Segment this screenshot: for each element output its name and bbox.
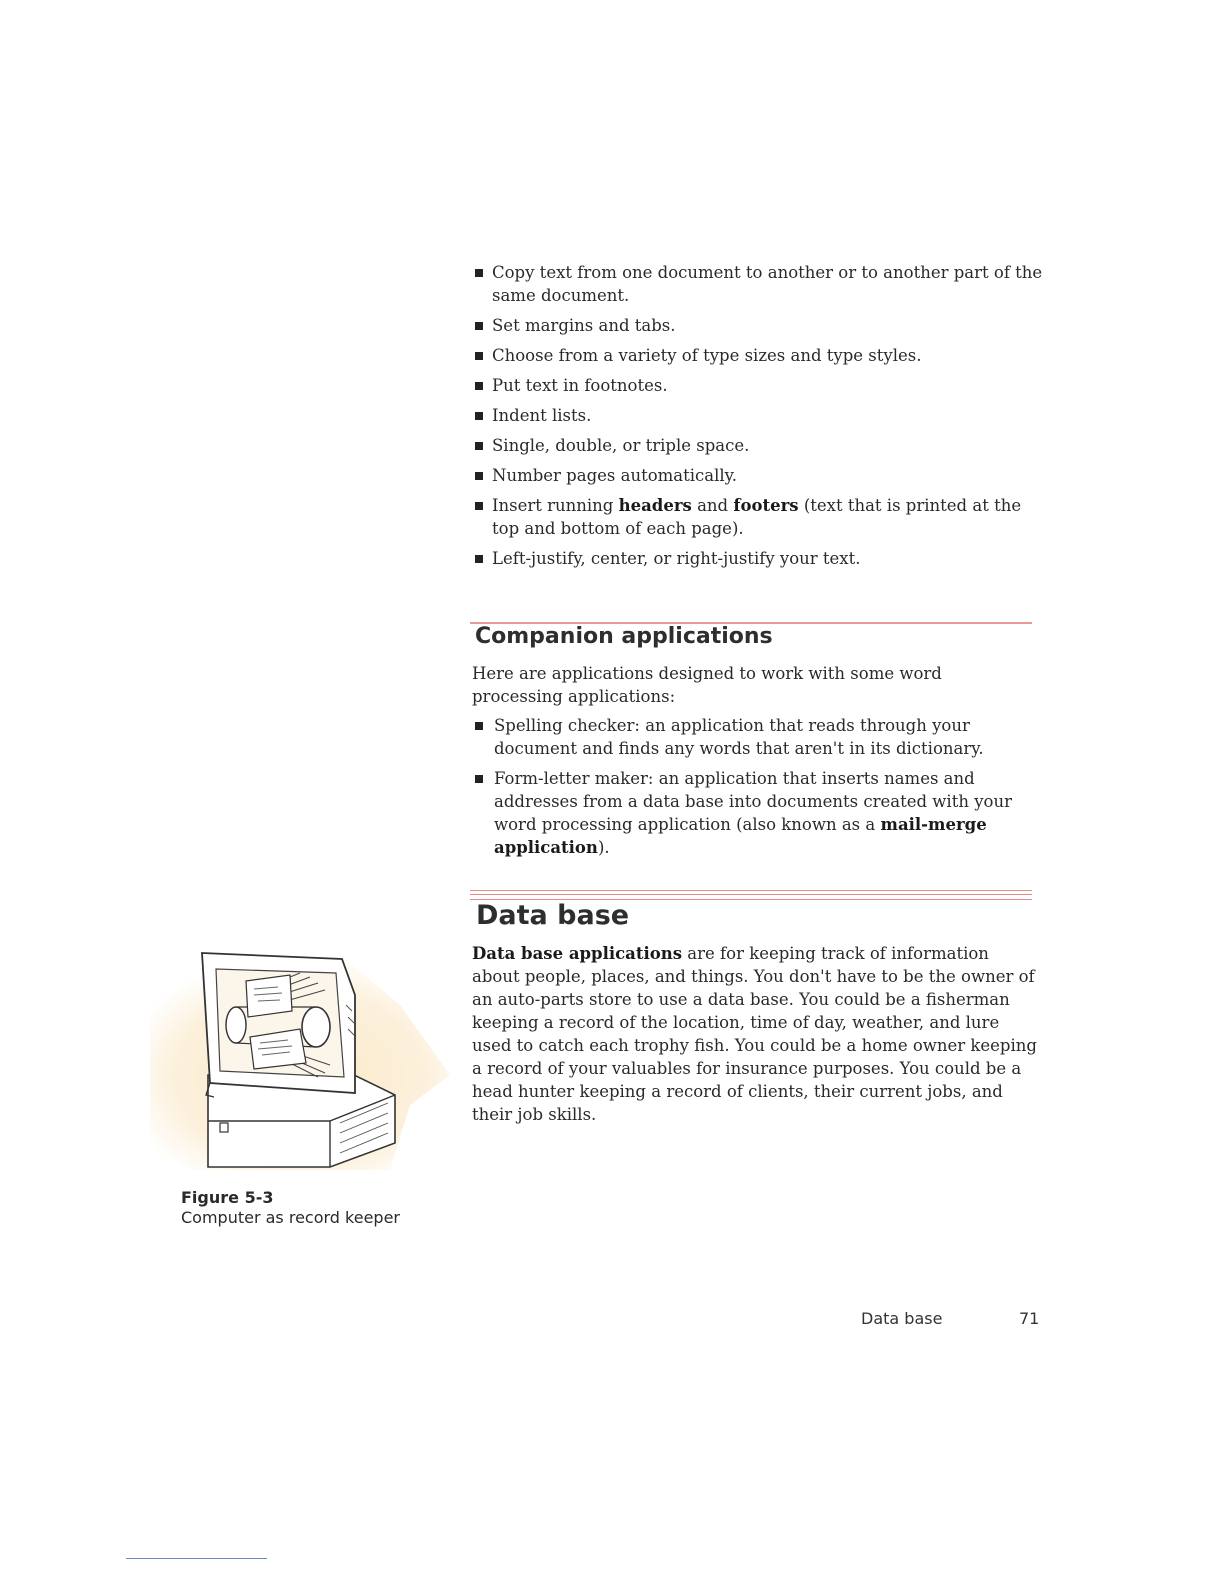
companion-list — [472, 714, 1037, 859]
list-item: Choose from a variety of type sizes and type styles. — [472, 344, 1047, 367]
list-item: Form-letter maker: an application that inserts names and addresses from a data base into documents created with your word processing application (also known as a mail-merge application). — [472, 767, 1037, 859]
section-double-rule — [470, 890, 1032, 900]
scan-edge-line — [126, 1558, 267, 1559]
figure-caption-text: Computer as record keeper — [181, 1208, 401, 1227]
companion-intro: Here are applications designed to work with some word processing applications: — [472, 664, 942, 706]
list-item: Insert running headers and footers (text that is printed at the top and bottom of each page). — [472, 494, 1047, 540]
list-item: Left-justify, center, or right-justify your text. — [472, 547, 1047, 570]
page-number: 71 — [1019, 1309, 1040, 1328]
feature-list-section — [472, 261, 1047, 577]
list-item: Indent lists. — [472, 404, 1047, 427]
footer-section-title: Data base — [861, 1309, 943, 1328]
term-headers: headers — [618, 496, 692, 515]
term-footers: footers — [733, 496, 799, 515]
section-heading-companion: Companion applications — [475, 624, 773, 649]
term-mail-merge: mail-merge application — [494, 815, 987, 857]
computer-rolodex-illustration — [150, 945, 450, 1175]
computer-illustration-icon — [150, 945, 450, 1175]
term-database-applications: Data base applications — [472, 944, 683, 963]
list-item: Copy text from one document to another or to another part of the same document. — [472, 261, 1047, 307]
figure-caption — [181, 1188, 400, 1228]
list-item: Single, double, or triple space. — [472, 434, 1047, 457]
companion-section — [472, 662, 1037, 866]
list-item: Number pages automatically. — [472, 464, 1047, 487]
database-section — [472, 942, 1037, 1126]
list-item: Set margins and tabs. — [472, 314, 1047, 337]
feature-list — [472, 261, 1047, 570]
section-heading-database: Data base — [476, 900, 630, 931]
database-paragraph: Data base applications are for keeping track of information about people, places, and things. You don't have to be the owner of an auto-parts store to use a data base. You could be a fisherman keeping a record of the location, time of day, weather, and lure used to catch each trophy fish. You could be a home owner keeping a record of your valuables for insurance purposes. You could be a head hunter keeping a record of clients, their current jobs, and their job skills. — [472, 944, 1037, 1124]
figure-number: Figure 5-3 — [181, 1188, 274, 1207]
list-item: Put text in footnotes. — [472, 374, 1047, 397]
list-item: Spelling checker: an application that reads through your document and finds any words that aren't in its dictionary. — [472, 714, 1037, 760]
